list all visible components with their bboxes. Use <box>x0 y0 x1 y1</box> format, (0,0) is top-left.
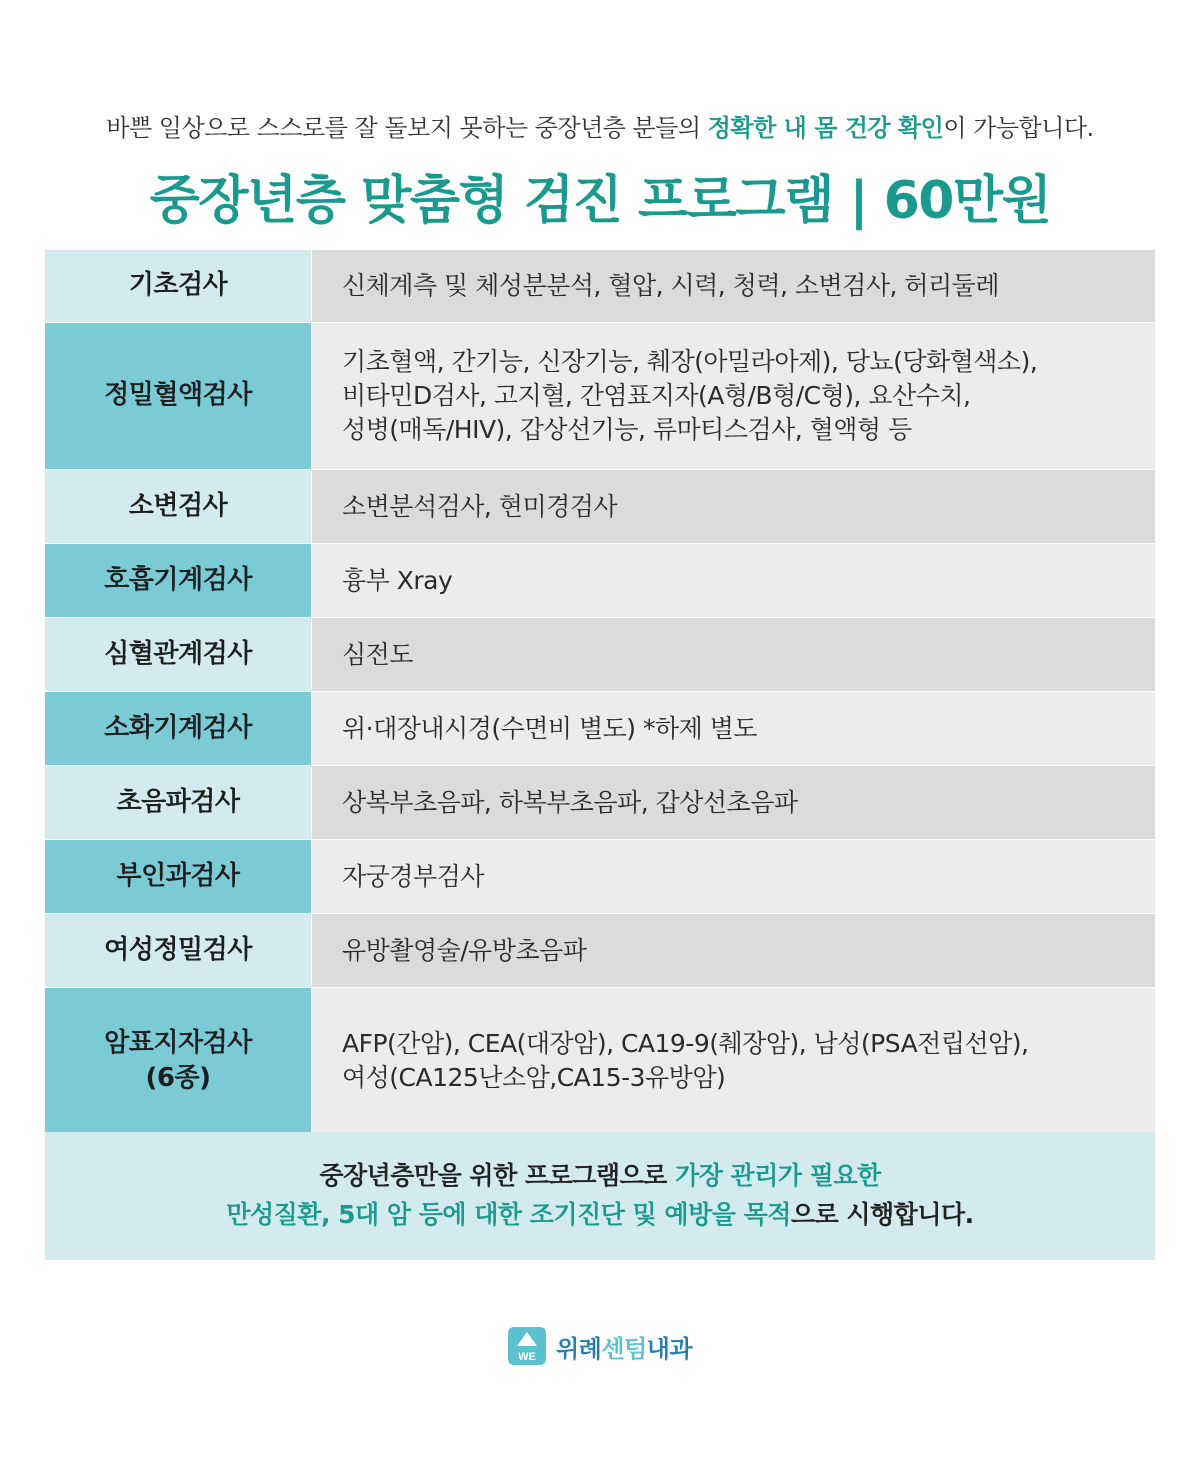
table-row <box>45 618 1155 692</box>
footer-highlight: 가장 관리가 필요한 <box>675 1161 881 1191</box>
row-label: 호흡기계검사 <box>45 544 312 617</box>
row-value: 신체계측 및 체성분분석, 혈압, 시력, 청력, 소변검사, 허리둘레 <box>312 250 1155 322</box>
brand-name <box>556 1329 692 1364</box>
row-value: 기초혈액, 간기능, 신장기능, 췌장(아밀라아제), 당뇨(당화혈색소), 비타민D검사, 고지혈, 간염표지자(A형/B형/C형), 요산수치, 성병(매독/HIV), 갑상선기능, 류마티스검사, 혈액형 등 <box>312 323 1155 469</box>
table-row <box>45 914 1155 988</box>
intro-after: 이 가능합니다. <box>943 114 1094 142</box>
logo-icon <box>508 1327 546 1365</box>
row-label: 여성정밀검사 <box>45 914 312 987</box>
footer-note <box>45 1132 1155 1260</box>
table-row <box>45 692 1155 766</box>
row-label: 암표지자검사 (6종) <box>45 988 312 1134</box>
table-row <box>45 988 1155 1134</box>
table-row <box>45 840 1155 914</box>
row-value: 소변분석검사, 현미경검사 <box>312 470 1155 543</box>
row-label: 소화기계검사 <box>45 692 312 765</box>
logo-letters: WE <box>518 1351 536 1363</box>
intro-text <box>0 108 1200 143</box>
row-value: 상복부초음파, 하복부초음파, 갑상선초음파 <box>312 766 1155 839</box>
intro-highlight: 정확한 내 몸 건강 확인 <box>707 114 944 142</box>
footer-line-2 <box>226 1196 973 1235</box>
footer-highlight: 만성질환, 5대 암 등에 대한 조기진단 및 예방을 목적 <box>226 1200 791 1229</box>
brand-name-mid: 센텀 <box>601 1334 647 1363</box>
table-row <box>45 323 1155 470</box>
footer-text: 으로 시행합니다. <box>790 1200 974 1229</box>
page-title: 중장년층 맞춤형 검진 프로그램 | 60만원 <box>149 171 1051 231</box>
table-row <box>45 250 1155 323</box>
row-value: 심전도 <box>312 618 1155 691</box>
footer-line-1 <box>319 1157 880 1196</box>
brand-name-a: 위례 <box>555 1334 602 1363</box>
brand-name-b: 내과 <box>646 1334 693 1363</box>
row-label: 심혈관계검사 <box>45 618 312 691</box>
footer-text: 중장년층만을 위한 프로그램으로 <box>319 1161 676 1191</box>
row-value: AFP(간암), CEA(대장암), CA19-9(췌장암), 남성(PSA전립선암), 여성(CA125난소암,CA15-3유방암) <box>312 988 1155 1134</box>
row-value: 유방촬영술/유방초음파 <box>312 914 1155 987</box>
row-value: 자궁경부검사 <box>312 840 1155 913</box>
table-row <box>45 766 1155 840</box>
brand-logo <box>0 1327 1200 1365</box>
row-value: 흉부 Xray <box>312 544 1155 617</box>
row-label: 기초검사 <box>45 250 312 322</box>
row-label: 부인과검사 <box>45 840 312 913</box>
intro-before: 바쁜 일상으로 스스로를 잘 돌보지 못하는 중장년층 분들의 <box>106 114 708 142</box>
table-row <box>45 544 1155 618</box>
table-row <box>45 470 1155 544</box>
row-value: 위·대장내시경(수면비 별도) *하제 별도 <box>312 692 1155 765</box>
row-label: 소변검사 <box>45 470 312 543</box>
row-label: 정밀혈액검사 <box>45 323 312 469</box>
triangle-mark <box>517 1332 537 1346</box>
program-table <box>45 250 1155 1134</box>
row-label: 초음파검사 <box>45 766 312 839</box>
